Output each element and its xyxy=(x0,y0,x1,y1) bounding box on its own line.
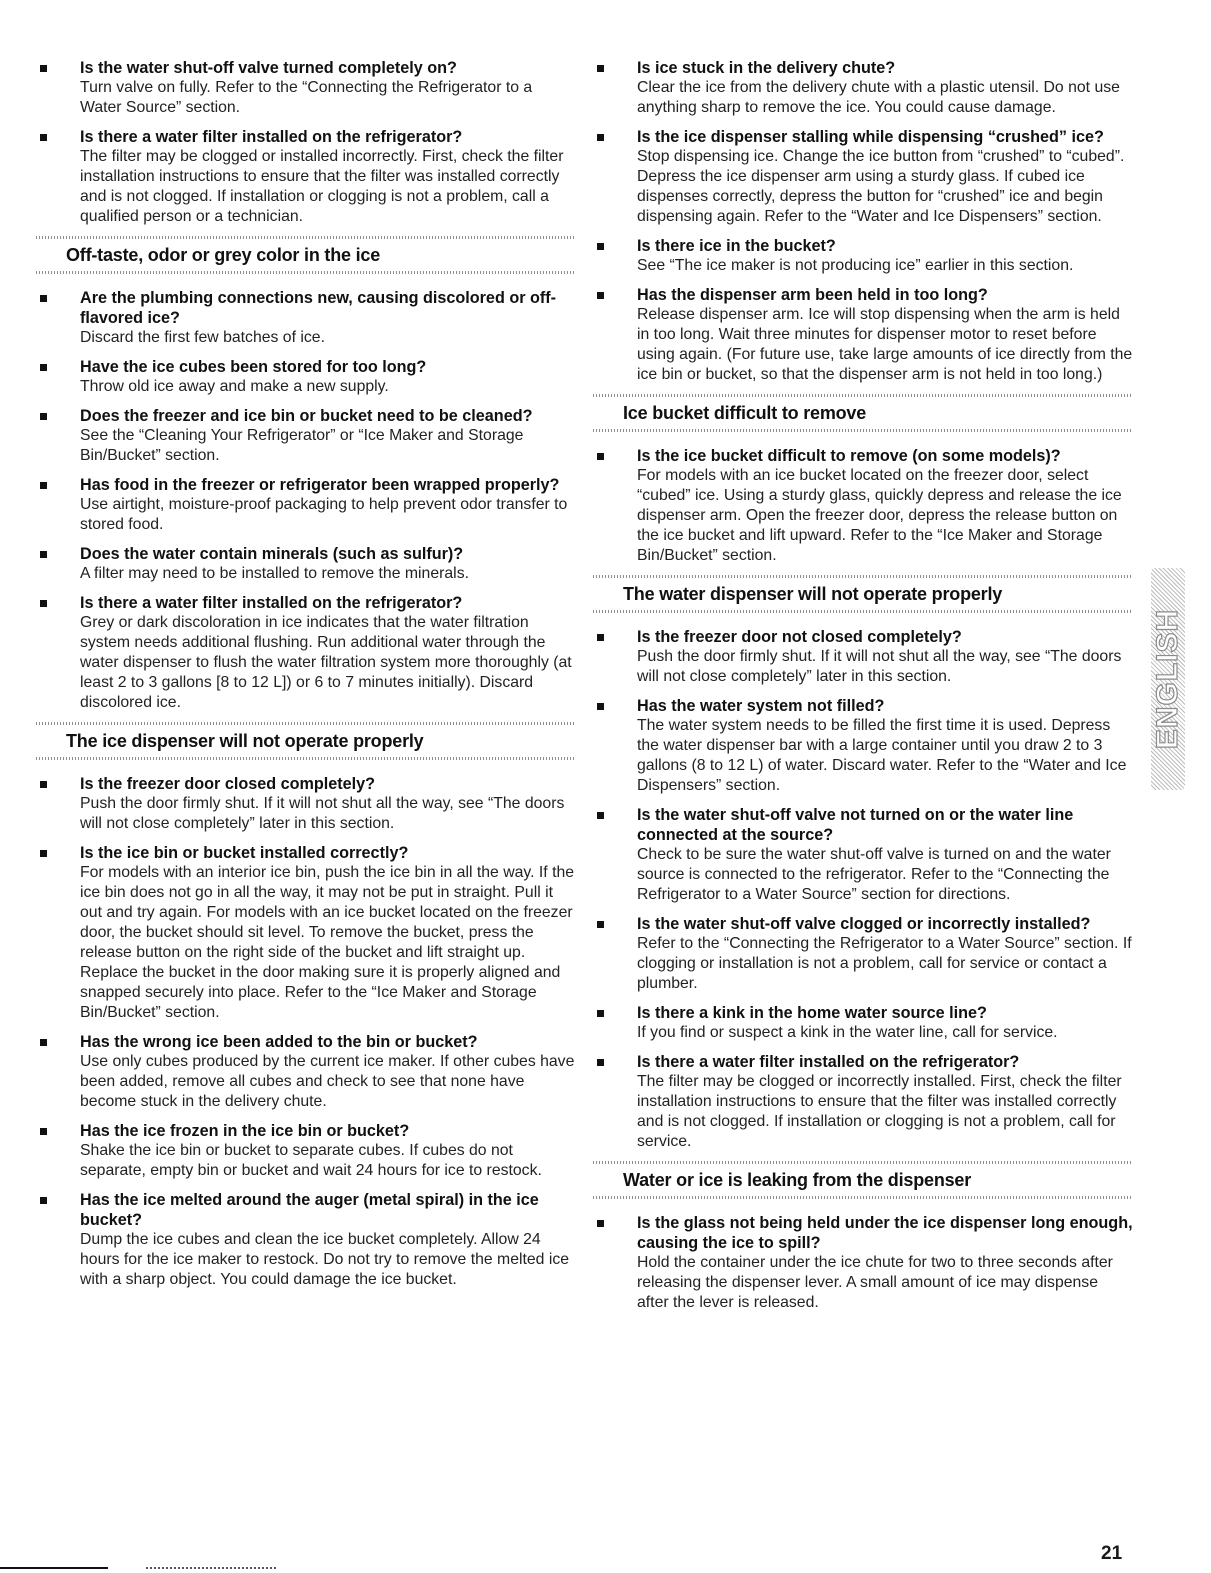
item-question: Is there a kink in the home water source line? xyxy=(637,1004,987,1022)
troubleshooting-item xyxy=(593,914,1133,994)
footer-rule xyxy=(0,1567,108,1569)
item-answer: See “The ice maker is not producing ice” earlier in this section. xyxy=(637,257,1074,274)
item-answer: If you find or suspect a kink in the water line, call for service. xyxy=(637,1024,1058,1041)
bullet-square-icon xyxy=(40,364,47,371)
item-question: Is the ice dispenser stalling while dispensing “crushed” ice? xyxy=(637,128,1104,146)
troubleshooting-item xyxy=(36,58,576,118)
section-rule-bottom xyxy=(36,757,576,760)
section-rule-top xyxy=(36,236,576,239)
troubleshooting-item xyxy=(593,127,1133,227)
item-answer: A filter may need to be installed to remove the minerals. xyxy=(80,565,469,582)
section-rule-top xyxy=(593,394,1133,397)
item-answer: The water system needs to be filled the first time it is used. Depress the water dispenser bar with a large container until you draw 2 to 3 gallons (8 to 12 L) of water. Discard water. Refer to the “Water and Ice Dispensers” section. xyxy=(637,717,1127,794)
item-question: Has the dispenser arm been held in too long? xyxy=(637,286,988,304)
item-question: Is ice stuck in the delivery chute? xyxy=(637,59,896,77)
bullet-square-icon xyxy=(597,1220,604,1227)
section-title: Off-taste, odor or grey color in the ice xyxy=(66,245,381,265)
bullet-square-icon xyxy=(597,1059,604,1066)
troubleshooting-item xyxy=(593,805,1133,905)
bullet-square-icon xyxy=(597,703,604,710)
page-number: 21 xyxy=(1101,1543,1123,1564)
section-rule-bottom xyxy=(593,1196,1133,1199)
item-answer: Grey or dark discoloration in ice indicates that the water filtration system needs additional flushing. Run additional water through the water dispenser to flush the water filtration system more thoroughly (at least 2 to 3 gallons [8 to 12 L]) or 6 to 7 minutes initially). Discard discolored ice. xyxy=(80,614,572,711)
bullet-square-icon xyxy=(40,1039,47,1046)
section-rule-bottom xyxy=(36,271,576,274)
item-answer: Push the door firmly shut. If it will not shut all the way, see “The doors will not close completely” later in this section. xyxy=(80,795,565,832)
item-answer: Dump the ice cubes and clean the ice bucket completely. Allow 24 hours for the ice maker to restock. Do not try to remove the melted ice with a sharp object. You could damage the ice bucket. xyxy=(80,1231,570,1288)
troubleshooting-item xyxy=(593,1052,1133,1152)
bullet-square-icon xyxy=(40,1128,47,1135)
bullet-square-icon xyxy=(597,453,604,460)
troubleshooting-item xyxy=(593,627,1133,687)
section-rule-top xyxy=(36,722,576,725)
item-answer: Push the door firmly shut. If it will not shut all the way, see “The doors will not close completely” later in this section. xyxy=(637,648,1122,685)
item-answer: Refer to the “Connecting the Refrigerator to a Water Source” section. If clogging or installation is not a problem, call for service or contact a plumber. xyxy=(637,935,1132,992)
item-question: Is the water shut-off valve turned completely on? xyxy=(80,59,457,77)
left-column xyxy=(36,58,576,1299)
bullet-square-icon xyxy=(40,295,47,302)
item-answer: Discard the first few batches of ice. xyxy=(80,329,325,346)
side-tab-label: ENGLISH xyxy=(1151,608,1184,750)
bullet-square-icon xyxy=(597,921,604,928)
bullet-square-icon xyxy=(40,1197,47,1204)
bullet-square-icon xyxy=(40,850,47,857)
troubleshooting-item xyxy=(36,406,576,466)
section-rule-top xyxy=(593,575,1133,578)
troubleshooting-item xyxy=(36,357,576,397)
troubleshooting-item xyxy=(593,446,1133,566)
item-question: Is the ice bin or bucket installed correctly? xyxy=(80,844,409,862)
item-question: Is the ice bucket difficult to remove (on some models)? xyxy=(637,447,1061,465)
section-header xyxy=(593,1161,1133,1199)
troubleshooting-item xyxy=(36,475,576,535)
bullet-square-icon xyxy=(40,413,47,420)
section-rule-bottom xyxy=(593,610,1133,613)
bullet-square-icon xyxy=(597,292,604,299)
troubleshooting-item xyxy=(36,843,576,1023)
item-question: Is the water shut-off valve not turned on or the water line connected at the source? xyxy=(637,806,1074,844)
troubleshooting-item xyxy=(593,1213,1133,1313)
troubleshooting-item xyxy=(36,288,576,348)
item-question: Is there ice in the bucket? xyxy=(637,237,836,255)
item-question: Does the freezer and ice bin or bucket need to be cleaned? xyxy=(80,407,533,425)
item-answer: Clear the ice from the delivery chute with a plastic utensil. Do not use anything sharp to remove the ice. You could cause damage. xyxy=(637,79,1120,116)
item-question: Has the water system not filled? xyxy=(637,697,885,715)
troubleshooting-item xyxy=(36,127,576,227)
troubleshooting-item xyxy=(36,1121,576,1181)
item-answer: The filter may be clogged or incorrectly installed. First, check the filter installation instructions to ensure that the filter was installed correctly and is not clogged. If installation or clogging is not a problem, call for service. xyxy=(637,1073,1122,1150)
item-question: Have the ice cubes been stored for too long? xyxy=(80,358,427,376)
item-question: Is the freezer door closed completely? xyxy=(80,775,376,793)
troubleshooting-item xyxy=(593,696,1133,796)
item-answer: Hold the container under the ice chute for two to three seconds after releasing the dispenser lever. A small amount of ice may dispense after the lever is released. xyxy=(637,1254,1113,1311)
section-title: The ice dispenser will not operate properly xyxy=(66,731,424,751)
section-title: Water or ice is leaking from the dispenser xyxy=(623,1170,972,1190)
bullet-square-icon xyxy=(597,634,604,641)
troubleshooting-item xyxy=(593,236,1133,276)
troubleshooting-item xyxy=(36,1032,576,1112)
item-question: Are the plumbing connections new, causing discolored or off-flavored ice? xyxy=(80,289,557,327)
item-question: Has the ice melted around the auger (metal spiral) in the ice bucket? xyxy=(80,1191,539,1229)
item-answer: Use only cubes produced by the current ice maker. If other cubes have been added, remove all cubes and check to see that none have become stuck in the delivery chute. xyxy=(80,1053,575,1110)
item-question: Has the ice frozen in the ice bin or bucket? xyxy=(80,1122,410,1140)
section-header xyxy=(36,236,576,274)
troubleshooting-item xyxy=(36,1190,576,1290)
item-question: Is the glass not being held under the ice dispenser long enough, causing the ice to spill? xyxy=(637,1214,1133,1252)
section-rule-top xyxy=(593,1161,1133,1164)
footer-rule-dashed xyxy=(146,1567,276,1569)
item-question: Is the freezer door not closed completely? xyxy=(637,628,962,646)
bullet-square-icon xyxy=(597,65,604,72)
item-answer: Stop dispensing ice. Change the ice button from “crushed” to “cubed”. Depress the ice dispenser arm using a sturdy glass. If cubed ice dispenses correctly, depress the button for “crushed” ice and begin dispensing again. Refer to the “Water and Ice Dispensers” section. xyxy=(637,148,1125,225)
right-column xyxy=(593,58,1133,1322)
bullet-square-icon xyxy=(40,781,47,788)
item-question: Is there a water filter installed on the refrigerator? xyxy=(80,594,463,612)
bullet-square-icon xyxy=(597,812,604,819)
troubleshooting-item xyxy=(36,593,576,713)
section-header xyxy=(593,394,1133,432)
language-side-tab xyxy=(1151,568,1185,790)
troubleshooting-item xyxy=(36,544,576,584)
item-answer: For models with an ice bucket located on the freezer door, select “cubed” ice. Using a sturdy glass, quickly depress and release the ice dispenser arm. Open the freezer door, depress the release button on the ice bucket and lift upward. Refer to the “Ice Maker and Storage Bin/Bucket” section. xyxy=(637,467,1122,564)
bullet-square-icon xyxy=(40,551,47,558)
section-title: Ice bucket difficult to remove xyxy=(623,403,867,423)
item-answer: Use airtight, moisture-proof packaging to help prevent odor transfer to stored food. xyxy=(80,496,568,533)
item-question: Is there a water filter installed on the refrigerator? xyxy=(80,128,463,146)
item-question: Has food in the freezer or refrigerator been wrapped properly? xyxy=(80,476,560,494)
item-answer: Release dispenser arm. Ice will stop dispensing when the arm is held in too long. Wait three minutes for dispenser motor to reset before using again. (For future use, take large amounts of ice directly from the ice bin or bucket, so that the dispenser arm is not held in too long.) xyxy=(637,306,1133,383)
troubleshooting-item xyxy=(36,774,576,834)
section-rule-bottom xyxy=(593,429,1133,432)
item-answer: For models with an interior ice bin, push the ice bin in all the way. If the ice bin does not go in all the way, it may not be put in straight. Pull it out and try again. For models with an ice bucket located on the freezer door, the bucket should sit level. To remove the bucket, press the release button on the right side of the bucket and lift straight up. Replace the bucket in the door making sure it is properly aligned and snapped securely into place. Refer to the “Ice Maker and Storage Bin/Bucket” section. xyxy=(80,864,575,1021)
item-answer: The filter may be clogged or installed incorrectly. First, check the filter installation instructions to ensure that the filter was installed correctly and is not clogged. If installation or clogging is not a problem, call a qualified person or a technician. xyxy=(80,148,564,225)
item-question: Does the water contain minerals (such as sulfur)? xyxy=(80,545,464,563)
bullet-square-icon xyxy=(40,134,47,141)
bullet-square-icon xyxy=(40,482,47,489)
troubleshooting-item xyxy=(593,285,1133,385)
item-answer: Turn valve on fully. Refer to the “Connecting the Refrigerator to a Water Source” section. xyxy=(80,79,533,116)
item-question: Is the water shut-off valve clogged or incorrectly installed? xyxy=(637,915,1091,933)
bullet-square-icon xyxy=(597,134,604,141)
item-answer: Check to be sure the water shut-off valve is turned on and the water source is connected to the refrigerator. Refer to the “Connecting the Refrigerator to a Water Source” section for directions. xyxy=(637,846,1111,903)
troubleshooting-item xyxy=(593,1003,1133,1043)
item-answer: Shake the ice bin or bucket to separate cubes. If cubes do not separate, empty bin or bucket and wait 24 hours for ice to restock. xyxy=(80,1142,542,1179)
troubleshooting-item xyxy=(593,58,1133,118)
section-header xyxy=(593,575,1133,613)
bullet-square-icon xyxy=(597,1010,604,1017)
section-header xyxy=(36,722,576,760)
item-question: Has the wrong ice been added to the bin or bucket? xyxy=(80,1033,478,1051)
bullet-square-icon xyxy=(40,65,47,72)
item-answer: Throw old ice away and make a new supply. xyxy=(80,378,389,395)
section-title: The water dispenser will not operate properly xyxy=(623,584,1003,604)
item-question: Is there a water filter installed on the refrigerator? xyxy=(637,1053,1020,1071)
bullet-square-icon xyxy=(40,600,47,607)
bullet-square-icon xyxy=(597,243,604,250)
item-answer: See the “Cleaning Your Refrigerator” or “Ice Maker and Storage Bin/Bucket” section. xyxy=(80,427,524,464)
